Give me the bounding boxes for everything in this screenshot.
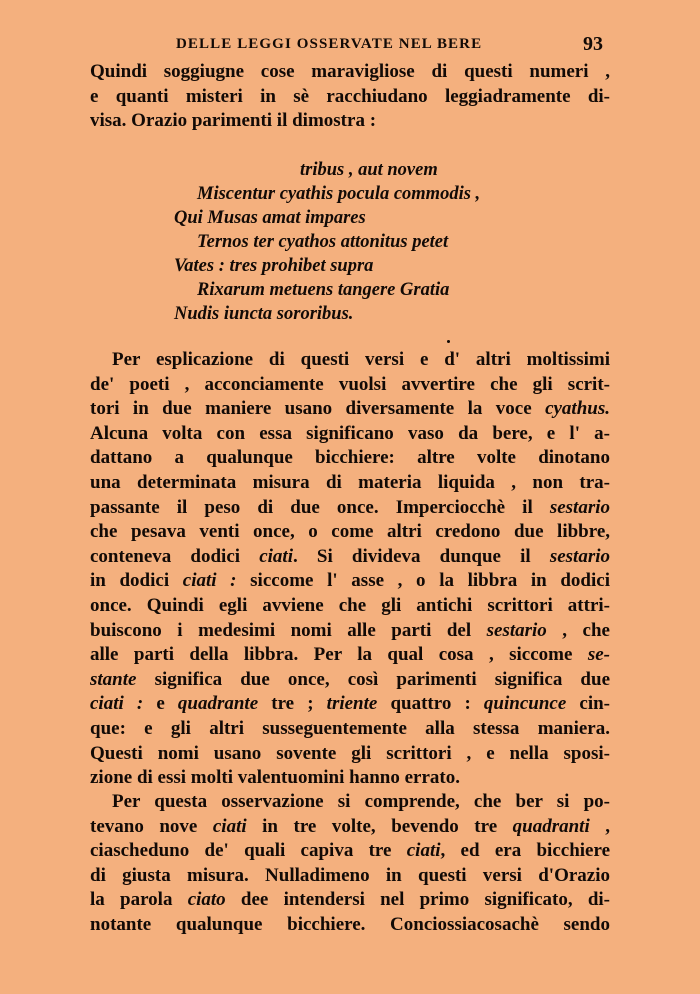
text-run: passante il peso di due once. Imperciocchè il (90, 496, 550, 518)
italic-term: ciati : (90, 693, 144, 715)
intro-paragraph (90, 60, 610, 134)
italic-term: quadrante (177, 693, 259, 715)
text-run: de' poeti , acconciamente vuolsi avvertire che gli scrit- (90, 373, 610, 395)
text-line (90, 520, 610, 545)
text-line (90, 643, 610, 668)
text-line (90, 446, 610, 471)
text-line (90, 888, 610, 913)
italic-term: stante (90, 668, 137, 690)
text-line (90, 496, 610, 521)
italic-term: ciato (187, 889, 226, 911)
text-run: ciascheduno de' quali capiva tre (90, 840, 407, 862)
italic-term: quincunce (483, 693, 567, 715)
text-run: in tre volte, bevendo tre (246, 815, 513, 837)
italic-term: triente (326, 693, 378, 715)
intro-line: e quanti misteri in sè racchiudano leggiadramente di- (90, 85, 610, 107)
italic-term: ciati (212, 815, 247, 837)
text-line (90, 545, 610, 570)
paragraph-2 (90, 790, 610, 938)
text-run: Alcuna volta con essa significano vaso da bere, e l' a- (90, 422, 610, 444)
verse-line: Rixarum metuens tangere Gratia (197, 280, 450, 300)
italic-term: sestario (486, 619, 547, 641)
text-line (90, 471, 610, 496)
page-header (90, 33, 605, 58)
text-run: tori in due maniere usano diversamente la voce (90, 398, 546, 420)
verse-line: Ternos ter cyathos attonitus petet (197, 232, 449, 252)
text-run: in dodici (90, 570, 183, 592)
text-line (90, 422, 610, 447)
running-head: DELLE LEGGI OSSERVATE NEL BERE (176, 36, 483, 52)
text-run: conteneva dodici (90, 545, 260, 567)
text-line (90, 397, 610, 422)
text-line (90, 913, 610, 938)
text-run: Questi nomi usano sovente gli scrittori , e nella sposi- (90, 742, 610, 764)
text-run: significa due once, così parimenti significa due (136, 668, 610, 690)
text-line (90, 766, 610, 791)
intro-line: Quindi soggiugne cose maravigliose di questi numeri , (90, 61, 610, 82)
text-run: quattro : (377, 693, 484, 715)
text-line (90, 839, 610, 864)
text-run: , che (546, 619, 610, 641)
paragraph-1 (90, 348, 610, 791)
verse-line: Qui Musas amat impares (174, 208, 366, 228)
italic-term: sestario (549, 496, 610, 518)
text-run: , ed era bicchiere (440, 840, 610, 862)
text-line (90, 717, 610, 742)
italic-term: quadranti (512, 815, 590, 837)
italic-term: se- (587, 644, 610, 666)
text-run: che pesava venti once, o come altri credono due libbre, (90, 521, 610, 543)
text-run: siccome l' asse , o la libbra in dodici (236, 570, 610, 592)
text-run: notante qualunque bicchiere. Conciossiacosachè sendo (90, 913, 610, 935)
printer-dot-mark (447, 340, 450, 343)
text-run: tre ; (258, 693, 327, 715)
text-line (90, 864, 610, 889)
text-run: once. Quindi egli avviene che gli antichi scrittori attri- (90, 594, 610, 616)
text-run: dattano a qualunque bicchiere: altre volte dinotano (90, 447, 610, 469)
text-run: cin- (566, 693, 610, 715)
text-run: , (589, 815, 610, 837)
text-run: una determinata misura di materia liquida , non tra- (90, 471, 610, 493)
text-line (90, 790, 610, 815)
text-line (90, 742, 610, 767)
italic-term: cyathus. (545, 398, 610, 420)
text-run: alle parti della libbra. Per la qual cosa , siccome (90, 644, 588, 666)
text-line (90, 594, 610, 619)
text-line (90, 692, 610, 717)
text-line (90, 569, 610, 594)
text-run: Per questa osservazione si comprende, che ber si po- (112, 791, 610, 812)
text-run: . Si divideva dunque il (292, 545, 550, 567)
text-run: e (143, 693, 178, 715)
text-line (90, 668, 610, 693)
text-run: di giusta misura. Nulladimeno in questi versi d'Orazio (90, 864, 610, 886)
text-line (90, 815, 610, 840)
text-run: Per esplicazione di questi versi e d' altri moltissimi (112, 349, 610, 370)
italic-term: ciati : (182, 570, 237, 592)
verse-line: Miscentur cyathis pocula commodis , (197, 184, 481, 204)
intro-line: visa. Orazio parimenti il dimostra : (90, 110, 377, 132)
text-run: dee intendersi nel primo significato, di- (225, 889, 610, 911)
text-line (90, 619, 610, 644)
text-run: la parola (90, 889, 188, 911)
verse-line: Vates : tres prohibet supra (174, 256, 374, 276)
text-run: zione di essi molti valentuomini hanno errato. (90, 767, 460, 789)
italic-term: ciati (259, 545, 293, 567)
text-line (90, 373, 610, 398)
verse-line: Nudis iuncta sororibus. (174, 304, 354, 324)
page-number: 93 (583, 33, 603, 55)
text-line (90, 348, 610, 373)
italic-term: sestario (549, 545, 610, 567)
text-run: tevano nove (90, 815, 213, 837)
verse-line: tribus , aut novem (300, 160, 438, 180)
italic-term: ciati (406, 840, 441, 862)
text-run: que: e gli altri susseguentemente alla stessa maniera. (90, 717, 610, 739)
text-run: buiscono i medesimi nomi alle parti del (90, 619, 487, 641)
